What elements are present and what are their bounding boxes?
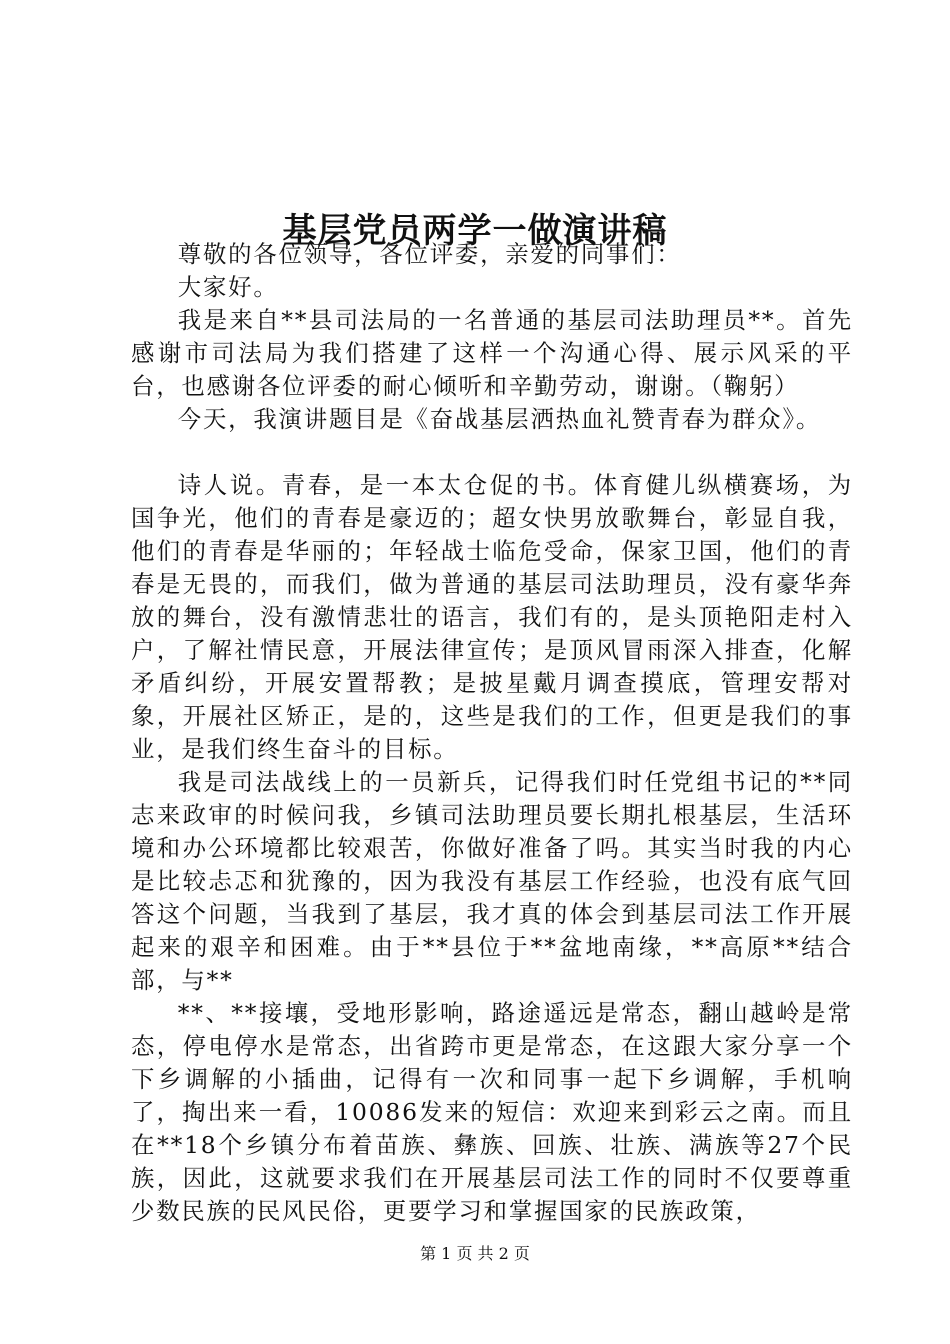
paragraph-youth: 诗人说。青春，是一本太仓促的书。体育健儿纵横赛场，为国争光，他们的青春是豪迈的；超女快男放歌舞台，彰显自我，他们的青春是华丽的；年轻战士临危受命，保家卫国，他们的青春是无畏的，而我们，做为普通的基层司法助理员，没有豪华奔放的舞台，没有激情悲壮的语言，我们有的，是头顶艳阳走村入户，了解社情民意，开展法律宣传；是顶风冒雨深入排查，化解矛盾纠纷，开展安置帮教；是披星戴月调查摸底，管理安帮对象，开展社区矫正，是的，这些是我们的工作，但更是我们的事业，是我们终生奋斗的目标。 — [131, 471, 853, 763]
document-title: 基层党员两学一做演讲稿 — [282, 210, 668, 251]
page-number-footer: 第 1 页 共 2 页 — [420, 1244, 530, 1263]
salutation: 尊敬的各位领导，各位评委，亲爱的同事们： — [177, 240, 682, 268]
paragraph-intro: 我是来自**县司法局的一名普通的基层司法助理员**。首先感谢市司法局为我们搭建了这样一个沟通心得、展示风采的平台，也感谢各位评委的耐心倾听和辛勤劳动，谢谢。（鞠躬） — [131, 306, 853, 400]
paragraph-topic: 今天，我演讲题目是《奋战基层洒热血礼赞青春为群众》。 — [177, 405, 822, 433]
greeting: 大家好。 — [177, 273, 279, 301]
paragraph-terrain: **、**接壤，受地形影响，路途遥远是常态，翻山越岭是常态，停电停水是常态，出省跨市更是常态，在这跟大家分享一个下乡调解的小插曲，记得有一次和同事一起下乡调解，手机响了，掏出来一看，10086发来的短信：欢迎来到彩云之南。而且在**18个乡镇分布着苗族、彝族、回族、壮族、满族等27个民族，因此，这就要求我们在开展基层司法工作的同时不仅要尊重少数民族的民风民俗，更要学习和掌握国家的民族政策， — [131, 999, 853, 1225]
paragraph-newcomer: 我是司法战线上的一员新兵，记得我们时任党组书记的**同志来政审的时候问我，乡镇司法助理员要长期扎根基层，生活环境和办公环境都比较艰苦，你做好准备了吗。其实当时我的内心是比较忐忑和犹豫的，因为我没有基层工作经验，也没有底气回答这个问题，当我到了基层，我才真的体会到基层司法工作开展起来的艰辛和困难。由于**县位于**盆地南缘，**高原**结合部，与** — [131, 768, 853, 994]
document-body — [131, 238, 853, 1228]
